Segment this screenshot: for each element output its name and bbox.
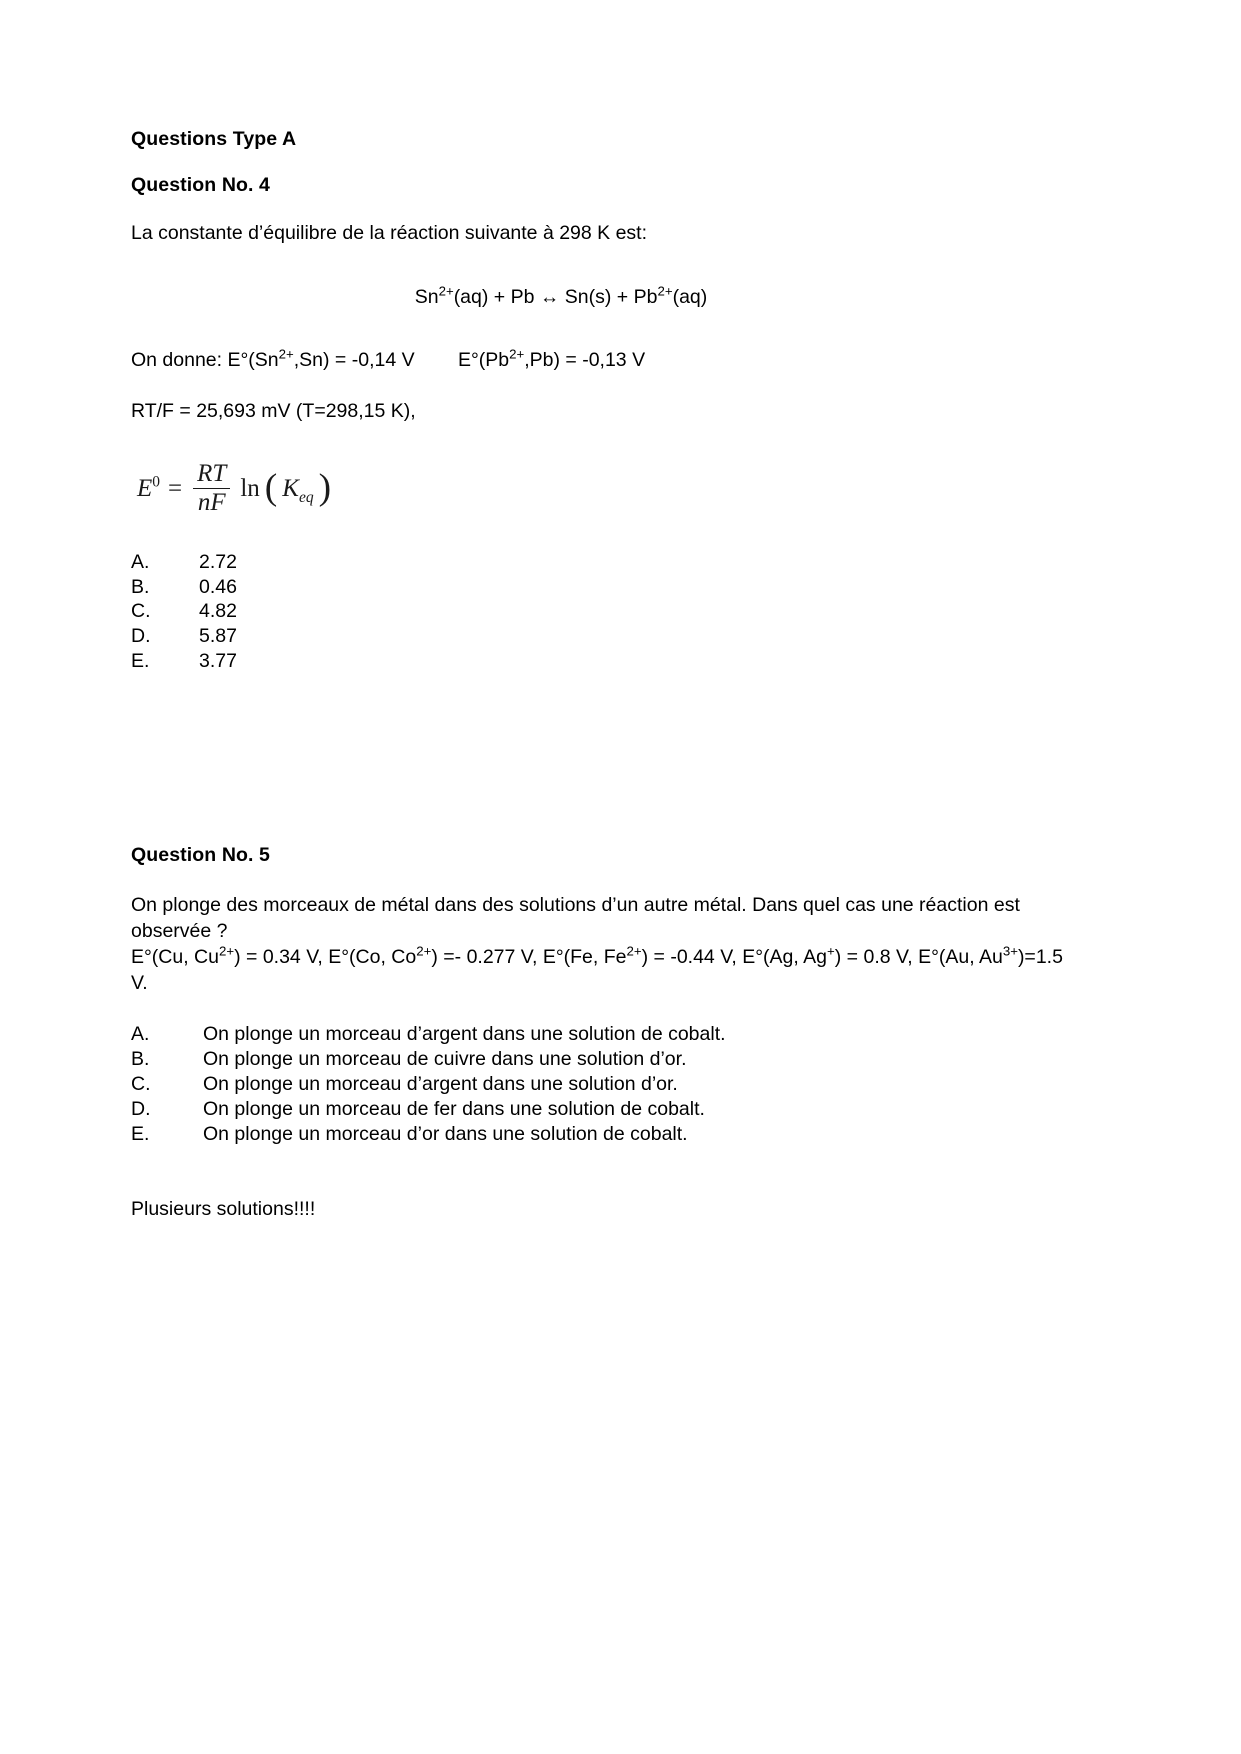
question-5-potentials xyxy=(131,944,1111,970)
formula-ln-operator: ln xyxy=(240,474,260,502)
potential-au-value: )=1.5 xyxy=(1017,946,1063,969)
given-sn-label: On donne: E°(Sn xyxy=(131,349,279,372)
option-row[interactable] xyxy=(131,1072,1111,1097)
option-row[interactable] xyxy=(131,599,1111,624)
option-letter: A. xyxy=(131,1023,150,1046)
potential-ag-label: E°(Ag, Ag xyxy=(742,946,828,969)
option-row[interactable] xyxy=(131,649,1111,674)
option-row[interactable] xyxy=(131,624,1111,649)
question-4-given-potentials xyxy=(131,348,1111,373)
formula-k-term xyxy=(282,474,314,506)
formula-lhs-symbol: E xyxy=(137,474,153,502)
given-sn-charge: 2+ xyxy=(278,346,294,362)
question-5-title: Question No. 5 xyxy=(131,844,270,867)
option-text: On plonge un morceau d’argent dans une solution d’or. xyxy=(203,1073,678,1096)
option-letter: E. xyxy=(131,650,150,673)
option-row[interactable] xyxy=(131,1022,1111,1047)
option-letter: D. xyxy=(131,625,151,648)
option-row[interactable] xyxy=(131,1097,1111,1122)
spacer xyxy=(131,310,1111,348)
spacer xyxy=(131,996,1111,1022)
question-5-note: Plusieurs solutions!!!! xyxy=(131,1198,316,1221)
question-5-options xyxy=(131,1022,1111,1147)
question-4-title: Question No. 4 xyxy=(131,173,270,196)
reaction-arrow-icon: ↔ xyxy=(539,285,560,308)
option-text: 3.77 xyxy=(199,650,237,673)
given-sn-value: ,Sn) = -0,14 V xyxy=(293,349,415,372)
option-text: On plonge un morceau de cuivre dans une solution d’or. xyxy=(203,1048,687,1071)
formula-lhs xyxy=(137,473,161,502)
question-4-constant-line: RT/F = 25,693 mV (T=298,15 K), xyxy=(131,400,416,423)
potential-fe-label: E°(Fe, Fe xyxy=(542,946,627,969)
formula-k-symbol: K xyxy=(282,474,299,502)
option-text: On plonge un morceau d’argent dans une solution de cobalt. xyxy=(203,1023,726,1046)
potential-cu-value: ) = 0.34 V, xyxy=(234,946,329,969)
formula-fraction xyxy=(193,461,230,515)
equilibrium-formula xyxy=(137,461,332,515)
spacer xyxy=(131,373,1111,399)
question-4-formula-wrapper xyxy=(131,451,1111,523)
formula-k-subscript: eq xyxy=(298,488,314,506)
option-letter: C. xyxy=(131,600,151,623)
formula-open-paren: ( xyxy=(264,467,278,509)
reaction-rhs-charge: 2+ xyxy=(657,283,673,299)
option-text: 4.82 xyxy=(199,600,237,623)
question-5-prompt-line-2: observée ? xyxy=(131,919,228,942)
question-spacer xyxy=(131,674,1111,846)
question-4-options xyxy=(131,550,1111,675)
question-4-prompt: La constante d’équilibre de la réaction suivante à 298 K est: xyxy=(131,222,648,244)
option-text: On plonge un morceau d’or dans une solution de cobalt. xyxy=(203,1123,688,1146)
option-letter: D. xyxy=(131,1098,151,1121)
potential-fe-charge: 2+ xyxy=(626,943,642,959)
potential-co-charge: 2+ xyxy=(416,943,432,959)
spacer xyxy=(131,524,1111,550)
question-5-prompt-line-1: On plonge des morceaux de métal dans des solutions d’un autre métal. Dans quel cas une réaction est xyxy=(131,893,1020,916)
potential-au-charge: 3+ xyxy=(1002,943,1018,959)
reaction-rhs-first: Sn(s) + Pb xyxy=(559,285,658,308)
option-text: 5.87 xyxy=(199,625,237,648)
reaction-lhs-state: (aq) + Pb xyxy=(453,285,535,308)
section-heading: Questions Type A xyxy=(131,128,297,150)
option-row[interactable] xyxy=(131,575,1111,600)
question-5-block xyxy=(131,846,1111,1223)
potential-ag-charge: + xyxy=(827,943,835,959)
given-pb-charge: 2+ xyxy=(509,346,525,362)
question-5-potentials-trailing: V. xyxy=(131,972,148,995)
page-content xyxy=(131,130,1111,1223)
question-4-block xyxy=(131,173,1111,675)
spacer xyxy=(131,247,1111,285)
reaction-lhs-species: Sn xyxy=(414,285,439,308)
formula-close-paren: ) xyxy=(318,467,332,509)
question-4-reaction-equation xyxy=(131,285,1111,310)
option-text: 0.46 xyxy=(199,575,237,598)
spacer xyxy=(131,425,1111,451)
formula-denominator: nF xyxy=(197,489,226,517)
potential-fe-value: ) = -0.44 V, xyxy=(641,946,743,969)
potential-cu-charge: 2+ xyxy=(219,943,235,959)
option-row[interactable] xyxy=(131,1047,1111,1072)
option-row[interactable] xyxy=(131,550,1111,575)
given-pb-label: E°(Pb xyxy=(457,349,510,372)
formula-numerator: RT xyxy=(197,460,227,488)
spacer xyxy=(131,195,1111,221)
option-letter: B. xyxy=(131,575,150,598)
option-letter: E. xyxy=(131,1123,150,1146)
potential-au-label: E°(Au, Au xyxy=(918,946,1003,969)
option-text: On plonge un morceau de fer dans une solution de cobalt. xyxy=(203,1098,705,1121)
potential-co-value: ) =- 0.277 V, xyxy=(431,946,543,969)
spacer xyxy=(131,866,1111,892)
formula-equals-sign: = xyxy=(168,474,183,502)
spacer xyxy=(131,150,1111,176)
given-spacer xyxy=(415,349,458,371)
given-pb-value: ,Pb) = -0,13 V xyxy=(524,349,646,372)
option-row[interactable] xyxy=(131,1122,1111,1147)
option-letter: A. xyxy=(131,550,150,573)
potential-co-label: E°(Co, Co xyxy=(328,946,417,969)
formula-lhs-superscript: 0 xyxy=(152,473,161,491)
option-letter: B. xyxy=(131,1048,150,1071)
potential-ag-value: ) = 0.8 V, xyxy=(834,946,919,969)
reaction-lhs-charge: 2+ xyxy=(438,283,454,299)
reaction-rhs-state: (aq) xyxy=(672,285,708,308)
spacer xyxy=(131,1147,1111,1197)
option-letter: C. xyxy=(131,1073,151,1096)
potential-cu-label: E°(Cu, Cu xyxy=(131,946,219,969)
option-text: 2.72 xyxy=(199,550,237,573)
